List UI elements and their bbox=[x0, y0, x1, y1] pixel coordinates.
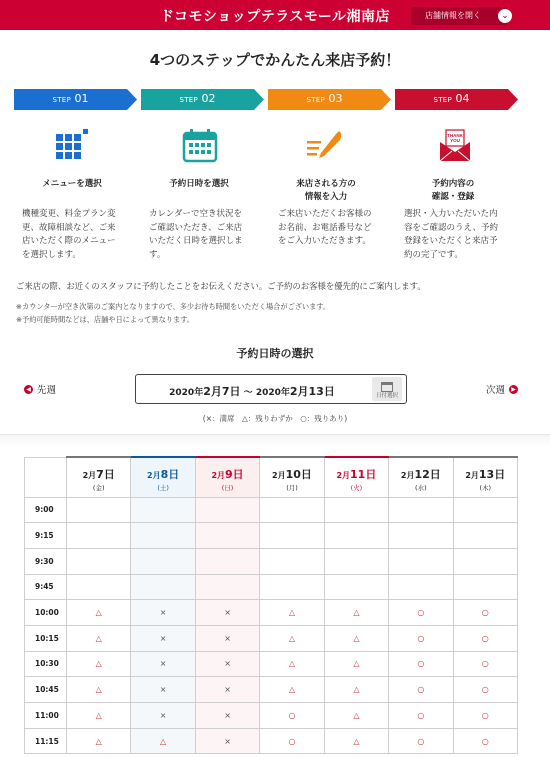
table-row bbox=[25, 728, 518, 754]
time-cell: 11:00 bbox=[25, 703, 67, 729]
slot-cell bbox=[453, 497, 517, 523]
table-header-row bbox=[25, 457, 518, 497]
availability-table bbox=[24, 456, 518, 754]
slot-cell bbox=[131, 548, 195, 574]
time-cell: 10:00 bbox=[25, 600, 67, 626]
table-row bbox=[25, 574, 518, 600]
slot-cell bbox=[260, 523, 324, 549]
slot-cell[interactable]: △ bbox=[67, 600, 131, 626]
step-4-desc: 選択・入力いただいた内 容をご確認のうえ、予約 登録をいただくと来店予 約の完了です。 bbox=[404, 209, 499, 260]
slot-cell[interactable]: ○ bbox=[389, 677, 453, 703]
slot-cell: × bbox=[195, 651, 259, 677]
slot-cell[interactable]: △ bbox=[324, 625, 388, 651]
section-title: 予約日時の選択 bbox=[236, 347, 314, 360]
svg-text:THANK: THANK bbox=[447, 133, 463, 138]
slot-cell bbox=[389, 497, 453, 523]
time-column-header bbox=[25, 457, 67, 497]
day-header: 2月13日 (木) bbox=[453, 457, 517, 497]
step-2-bar bbox=[141, 89, 265, 110]
site-header bbox=[0, 0, 550, 30]
slot-cell bbox=[195, 548, 259, 574]
slot-cell bbox=[453, 574, 517, 600]
slot-cell[interactable]: ○ bbox=[389, 625, 453, 651]
prev-week-link[interactable] bbox=[24, 382, 56, 396]
step-1-title: メニューを選択 bbox=[42, 179, 102, 189]
day-header: 2月8日 (土) bbox=[131, 457, 195, 497]
step-1-label: STEP bbox=[52, 96, 72, 104]
slot-cell: × bbox=[131, 625, 195, 651]
time-cell: 9:45 bbox=[25, 574, 67, 600]
store-info-button[interactable] bbox=[411, 7, 508, 25]
date-picker-label: 日付選択 bbox=[375, 393, 398, 399]
table-row bbox=[25, 677, 518, 703]
slot-cell bbox=[453, 523, 517, 549]
chevron-right-icon: ▶ bbox=[509, 385, 518, 394]
slot-cell[interactable]: △ bbox=[324, 600, 388, 626]
table-row bbox=[25, 600, 518, 626]
slot-cell: × bbox=[195, 677, 259, 703]
slot-cell bbox=[131, 523, 195, 549]
step-3-num: 03 bbox=[328, 92, 343, 105]
step-3-bar bbox=[268, 89, 392, 110]
slot-cell[interactable]: ○ bbox=[453, 677, 517, 703]
slot-cell bbox=[389, 548, 453, 574]
table-row bbox=[25, 523, 518, 549]
table-row bbox=[25, 497, 518, 523]
slot-cell bbox=[324, 497, 388, 523]
table-row bbox=[25, 548, 518, 574]
time-cell: 9:15 bbox=[25, 523, 67, 549]
step-1-bar bbox=[14, 89, 138, 110]
time-cell: 10:15 bbox=[25, 625, 67, 651]
step-3-desc: ご来店いただくお客様の お名前、お電話番号など をご入力いただきます。 bbox=[278, 209, 372, 246]
chevron-left-icon: ◀ bbox=[24, 385, 33, 394]
slot-cell: × bbox=[131, 600, 195, 626]
step-3-label: STEP bbox=[306, 96, 326, 104]
time-cell: 10:45 bbox=[25, 677, 67, 703]
slot-cell[interactable]: △ bbox=[67, 625, 131, 651]
step-2-label: STEP bbox=[179, 96, 199, 104]
step-4-bar bbox=[395, 89, 519, 110]
date-range-box bbox=[135, 374, 407, 404]
slot-cell bbox=[67, 574, 131, 600]
pen-input-icon bbox=[305, 128, 345, 164]
slot-cell[interactable]: ○ bbox=[389, 703, 453, 729]
slot-cell[interactable]: ○ bbox=[389, 651, 453, 677]
availability-legend: (×：満席 △：残りわずか ○：残りあり) bbox=[202, 414, 348, 423]
note-hours: ※予約可能時間などは、店舗や日によって異なります。 bbox=[16, 315, 194, 324]
section-divider bbox=[0, 434, 550, 448]
day-header: 2月10日 (月) bbox=[260, 457, 324, 497]
store-title: ドコモショップテラスモール湘南店 bbox=[160, 9, 390, 25]
slot-cell bbox=[195, 574, 259, 600]
next-week-link[interactable] bbox=[486, 382, 518, 396]
slot-cell[interactable]: △ bbox=[67, 728, 131, 754]
slot-cell[interactable]: ○ bbox=[453, 600, 517, 626]
calendar-icon bbox=[180, 128, 220, 164]
slot-cell bbox=[260, 574, 324, 600]
slot-cell bbox=[195, 523, 259, 549]
slot-cell bbox=[195, 497, 259, 523]
slot-cell[interactable]: △ bbox=[324, 651, 388, 677]
slot-cell: × bbox=[131, 703, 195, 729]
step-1-num: 01 bbox=[74, 92, 89, 105]
slot-cell: × bbox=[195, 600, 259, 626]
slot-cell[interactable]: △ bbox=[67, 703, 131, 729]
day-header: 2月12日 (水) bbox=[389, 457, 453, 497]
step-4-label: STEP bbox=[433, 96, 453, 104]
slot-cell[interactable]: △ bbox=[131, 728, 195, 754]
slot-cell[interactable]: △ bbox=[324, 677, 388, 703]
slot-cell[interactable]: △ bbox=[260, 600, 324, 626]
slot-cell bbox=[67, 548, 131, 574]
slot-cell[interactable]: ○ bbox=[260, 703, 324, 729]
slot-cell[interactable]: △ bbox=[67, 651, 131, 677]
slot-cell: × bbox=[195, 703, 259, 729]
slot-cell[interactable]: ○ bbox=[453, 651, 517, 677]
slot-cell[interactable]: △ bbox=[260, 677, 324, 703]
slot-cell[interactable]: ○ bbox=[260, 728, 324, 754]
slot-cell bbox=[453, 548, 517, 574]
slot-cell bbox=[389, 574, 453, 600]
note-counter: ※カウンターが空き次第のご案内となりますので、多少お待ち時間をいただく場合がございます。 bbox=[16, 302, 331, 311]
day-header: 2月11日 (火) bbox=[324, 457, 388, 497]
slot-cell bbox=[324, 523, 388, 549]
slot-cell[interactable]: ○ bbox=[453, 728, 517, 754]
chevron-down-icon: ⌄ bbox=[498, 9, 512, 23]
slot-cell: × bbox=[195, 728, 259, 754]
next-week-label: 次週 bbox=[486, 385, 506, 396]
table-row bbox=[25, 625, 518, 651]
step-4-title: 予約内容の 確認・登録 bbox=[431, 179, 475, 202]
slot-cell bbox=[131, 574, 195, 600]
step-2-num: 02 bbox=[201, 92, 216, 105]
visit-notice: ご来店の際、お近くのスタッフに予約したことをお伝えください。ご予約のお客様を優先的にご案内します。 bbox=[16, 281, 426, 291]
date-range-text: 2020年2月7日 〜 2020年2月13日 bbox=[169, 385, 335, 398]
time-cell: 11:15 bbox=[25, 728, 67, 754]
slot-cell bbox=[67, 523, 131, 549]
thank-you-mail-icon bbox=[435, 128, 475, 164]
slot-cell[interactable]: △ bbox=[260, 625, 324, 651]
step-3-title: 来店される方の 情報を入力 bbox=[296, 179, 356, 202]
step-4-num: 04 bbox=[455, 92, 470, 105]
slot-cell bbox=[324, 574, 388, 600]
slot-cell: × bbox=[131, 651, 195, 677]
slot-cell bbox=[260, 497, 324, 523]
slot-cell[interactable]: △ bbox=[324, 728, 388, 754]
menu-grid-icon bbox=[52, 128, 92, 164]
slot-cell[interactable]: △ bbox=[324, 703, 388, 729]
table-row bbox=[25, 651, 518, 677]
time-cell: 9:30 bbox=[25, 548, 67, 574]
slot-cell: × bbox=[195, 625, 259, 651]
slot-cell[interactable]: △ bbox=[260, 651, 324, 677]
step-1-desc: 機種変更、料金プラン変 更、故障相談など、ご来 店いただく際のメニュー を選択します。 bbox=[22, 209, 116, 260]
slot-cell: × bbox=[131, 677, 195, 703]
store-info-label: 店舗情報を開く bbox=[425, 11, 481, 20]
slot-cell[interactable]: ○ bbox=[453, 703, 517, 729]
prev-week-label: 先週 bbox=[37, 385, 57, 396]
slot-cell[interactable]: ○ bbox=[389, 600, 453, 626]
svg-text:YOU: YOU bbox=[450, 138, 460, 143]
time-cell: 10:30 bbox=[25, 651, 67, 677]
time-cell: 9:00 bbox=[25, 497, 67, 523]
step-2-desc: カレンダーで空き状況を ご確認いただき、ご来店 いただく日時を選択しま す。 bbox=[149, 209, 243, 260]
day-header: 2月9日 (日) bbox=[195, 457, 259, 497]
day-header: 2月7日 (金) bbox=[67, 457, 131, 497]
slot-cell bbox=[67, 497, 131, 523]
slot-cell bbox=[324, 548, 388, 574]
date-picker-button[interactable] bbox=[372, 377, 402, 401]
slot-cell[interactable]: ○ bbox=[389, 728, 453, 754]
slot-cell bbox=[131, 497, 195, 523]
slot-cell[interactable]: △ bbox=[67, 677, 131, 703]
slot-cell bbox=[260, 548, 324, 574]
slot-cell bbox=[389, 523, 453, 549]
page-headline: 4つのステップでかんたん来店予約！ bbox=[149, 51, 401, 69]
table-row bbox=[25, 703, 518, 729]
step-2-title: 予約日時を選択 bbox=[169, 179, 229, 189]
slot-cell[interactable]: ○ bbox=[453, 625, 517, 651]
